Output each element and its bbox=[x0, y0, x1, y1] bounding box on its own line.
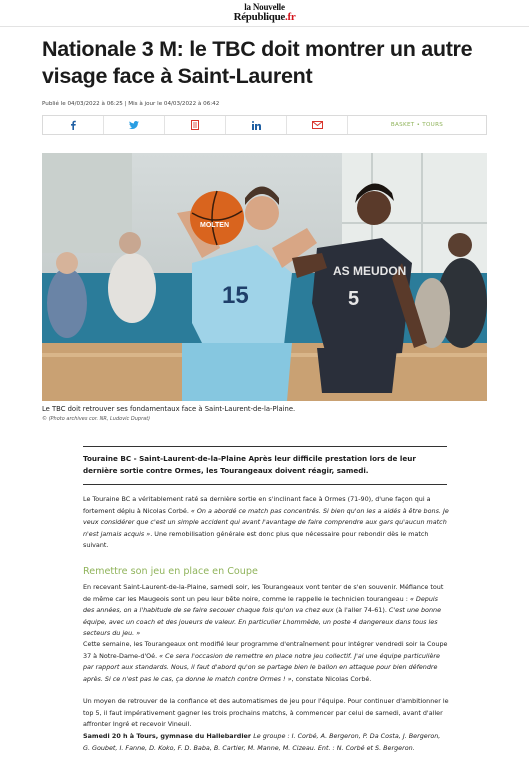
chapo-top-rule bbox=[83, 446, 447, 447]
photo-caption: Le TBC doit retrouver ses fondamentaux face à Saint-Laurent-de-la-Plaine. bbox=[42, 405, 296, 413]
twitter-icon bbox=[129, 121, 139, 129]
publish-meta: Publié le 04/03/2022 à 06:25 | Mis à jour le 04/03/2022 à 06:42 bbox=[42, 101, 220, 107]
chapo-bottom-rule bbox=[83, 484, 447, 485]
article-title: Nationale 3 M: le TBC doit montrer un autre visage face à Saint-Laurent bbox=[42, 37, 473, 88]
print-icon bbox=[191, 120, 199, 130]
email-icon bbox=[312, 121, 323, 129]
site-logo[interactable] bbox=[0, 3, 529, 23]
article-photo bbox=[42, 153, 487, 401]
share-bar bbox=[42, 115, 487, 135]
photo-credit: © (Photo archives cor. NR, Ludovic Duprat) bbox=[42, 416, 151, 422]
paragraph-2: En recevant Saint-Laurent-de-la-Plaine, samedi soir, les Tourangeaux vont tenter de s'en souvenir. Méfiance tout de même car les Maugeois sont un peu leur bête noire, comme le rappelle le technicien tourangeau : « Depuis des années, on a l'habitude de se faire secouer chaque fois qu'on va chez eux (à l'aller 74-61). C'est une bonne équipe, avec un coach et des joueurs de valeur. En particulier Lhommède, un poste 4 dangereux dans tous les secteurs du jeu. » bbox=[83, 583, 444, 637]
header-divider bbox=[0, 26, 529, 27]
jersey-number-right: 5 bbox=[348, 288, 360, 310]
article-subtitle: Remettre son jeu en place en Coupe bbox=[83, 566, 258, 577]
share-email-button[interactable] bbox=[287, 116, 348, 134]
share-linkedin-button[interactable] bbox=[226, 116, 287, 134]
logo-line-1: la Nouvelle bbox=[244, 2, 285, 12]
share-twitter-button[interactable] bbox=[104, 116, 165, 134]
print-button[interactable] bbox=[165, 116, 226, 134]
paragraph-3: Cette semaine, les Tourangeaux ont modifié leur programme d'entraînement pour intégrer vendredi soir la Coupe 37 à Notre-Dame-d'Oé. « Ce sera l'occasion de remettre en place notre jeu collectif. J'ai une équipe particulière par rapport aux standards. Nous, il faut d'abord qu'on se partage bien le ballon en attaque pour bien défendre après. Si ce n'est pas le cas, ça donne le match contre Ormes ! », constate Nicolas Corbé. bbox=[83, 640, 448, 683]
logo-line-2: République.fr bbox=[233, 11, 296, 23]
paragraph-4: Un moyen de retrouver de la confiance et des automatismes de jeu pour l'équipe. Pour continuer d'ambitionner le top 5, il faut impérativement gagner les trois prochains matchs, à commencer par celui de samedi, avant d'aller affronter Ingré et recevoir Vineuil. bbox=[83, 697, 449, 728]
jersey-text-right: AS MEUDON bbox=[333, 264, 407, 278]
paragraph-5: Samedi 20 h à Tours, gymnase du Hallebardier Le groupe : I. Corbé, A. Bergeron, P. Da Costa, J. Bergeron, G. Goubet, I. Fanne, D. Koko, F. D. Baba, B. Cartier, M. Manne, M. Cizeau. Ent. : N. Corbé et S. Bergeron. bbox=[83, 732, 441, 752]
facebook-icon bbox=[69, 120, 77, 130]
linkedin-icon bbox=[252, 121, 261, 130]
ball-brand: MOLTEN bbox=[200, 222, 230, 229]
jersey-number-left: 15 bbox=[222, 282, 249, 309]
article-lead: Touraine BC - Saint-Laurent-de-la-Plaine Après leur difficile prestation lors de leur dernière sortie contre Ormes, les Tourangeaux doivent réagir, samedi. bbox=[83, 454, 416, 475]
paragraph-1: Le Touraine BC a véritablement raté sa dernière sortie en s'inclinant face à Ormes (71-90), d'une façon qui a fortement déplu à Nicolas Corbé. « On a abordé ce match pas concentrés. Si bien qu'on les a aidés à être bons. Je veux considérer que c'est un simple accident qui avant l'avantage de faire comprendre aux gars qu'aucun match n'est jamais acquis ». Une remobilisation générale est donc plus que nécessaire pour rebondir dès le match suivant. bbox=[83, 495, 449, 549]
share-facebook-button[interactable] bbox=[43, 116, 104, 134]
article-tags[interactable]: BASKET • TOURS bbox=[390, 122, 444, 128]
